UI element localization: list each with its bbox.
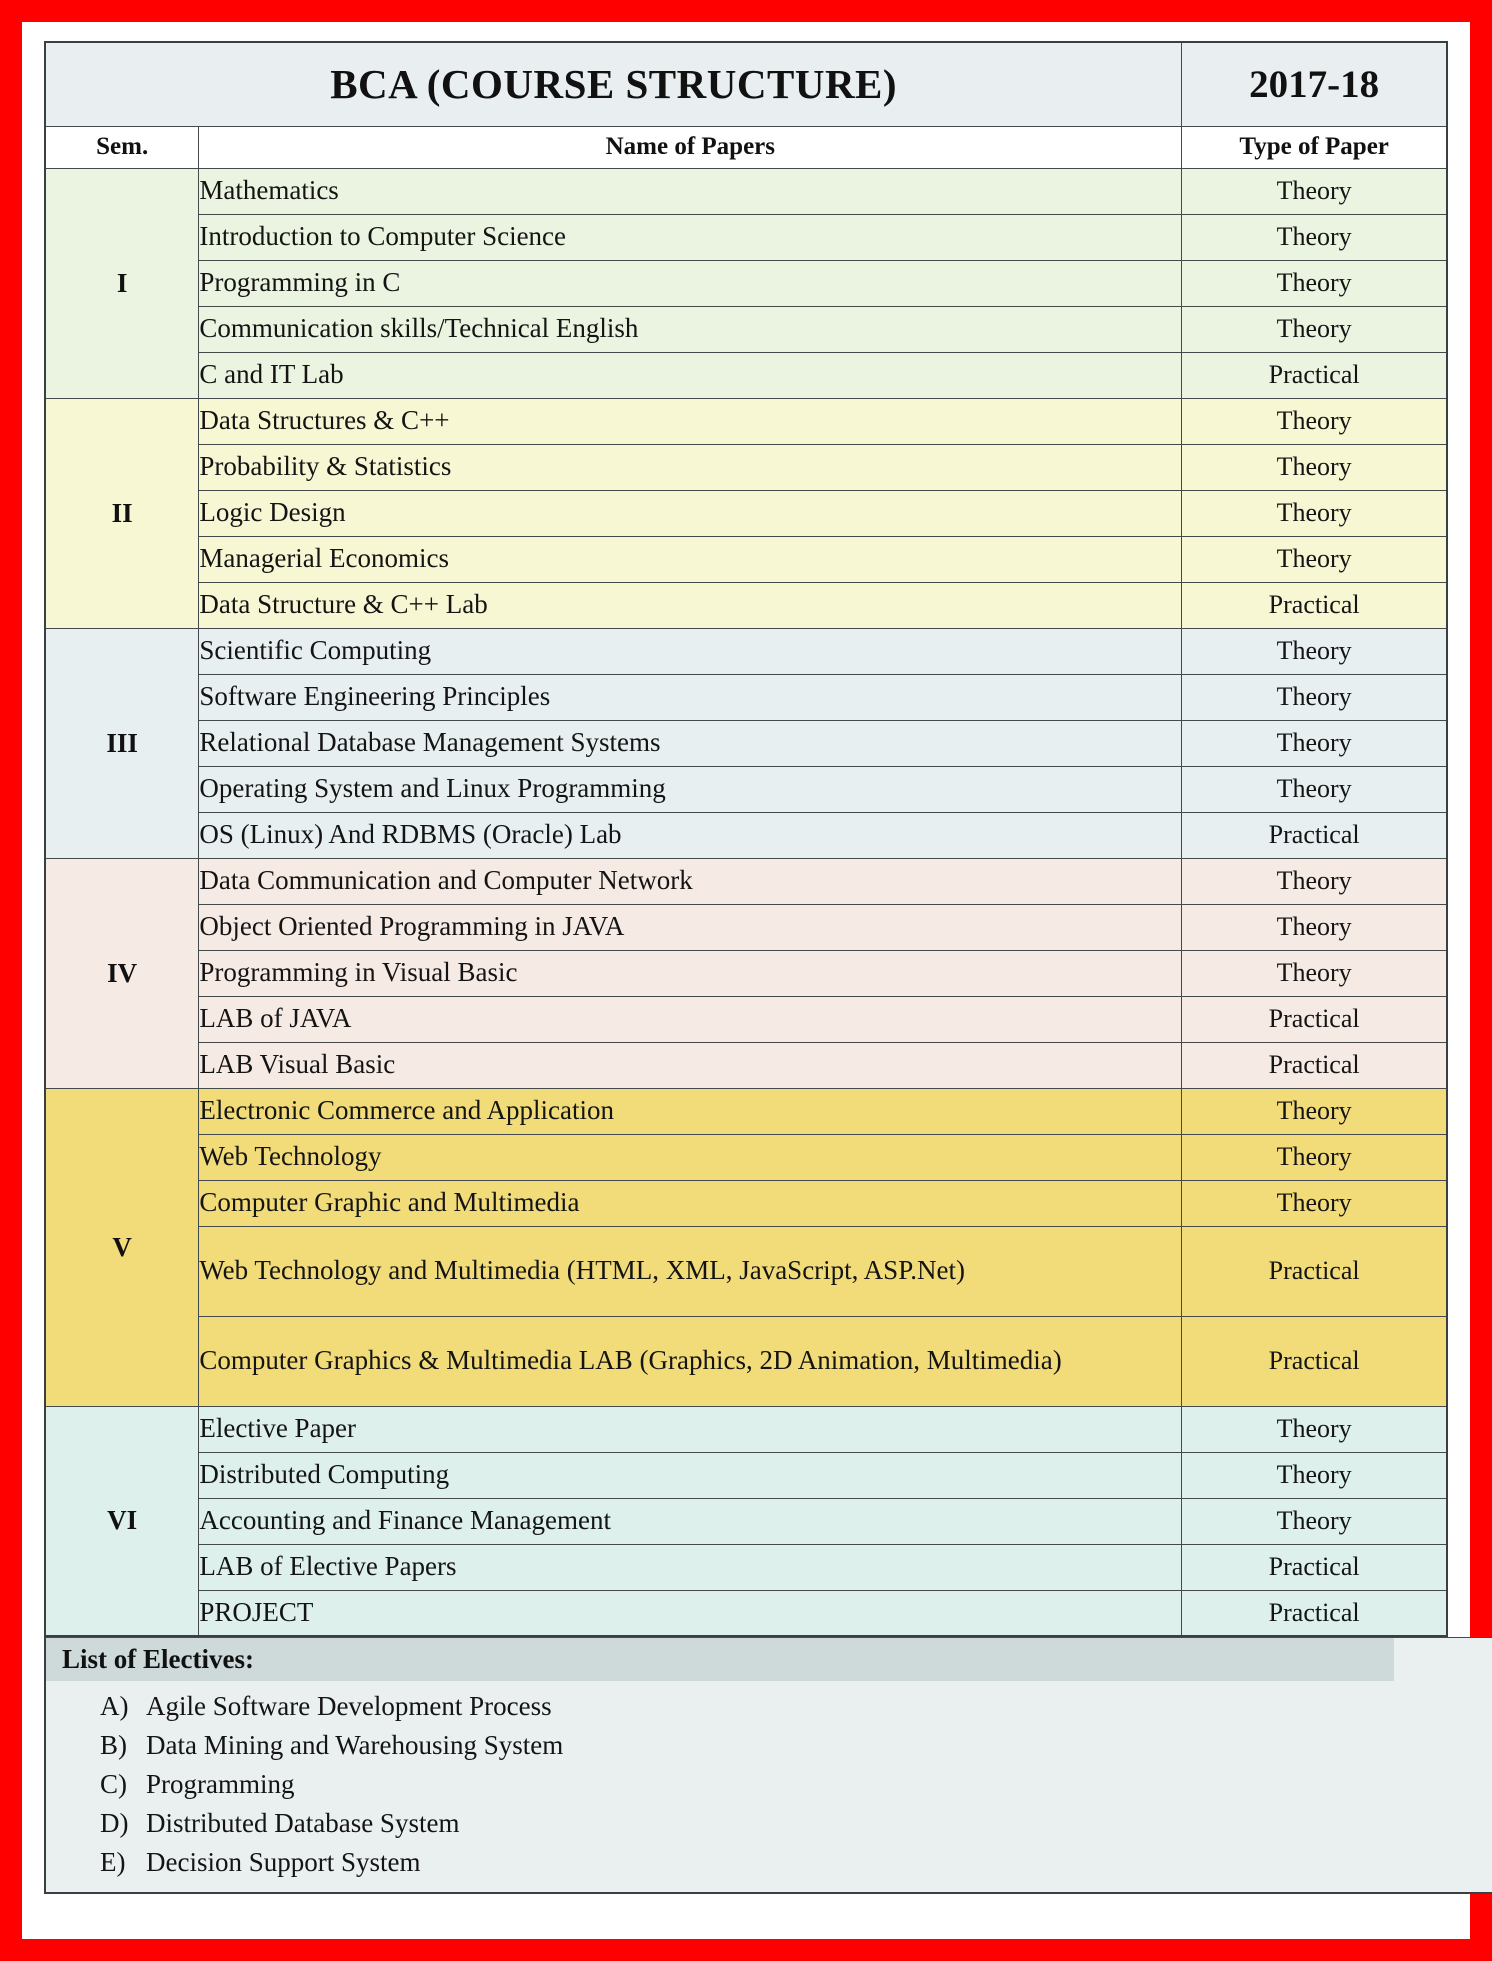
paper-type: Theory bbox=[1182, 536, 1447, 582]
semester-label: V bbox=[45, 1088, 199, 1406]
paper-name: Introduction to Computer Science bbox=[199, 214, 1182, 260]
paper-name: Programming in C bbox=[199, 260, 1182, 306]
elective-item bbox=[46, 1804, 1492, 1843]
table-row bbox=[45, 904, 1447, 950]
table-row bbox=[45, 582, 1447, 628]
paper-name: Data Structures & C++ bbox=[199, 398, 1182, 444]
semester-label: IV bbox=[45, 858, 199, 1088]
table-row bbox=[45, 1088, 1447, 1134]
elective-text: Programming bbox=[146, 1769, 295, 1799]
paper-type: Theory bbox=[1182, 398, 1447, 444]
title-row bbox=[45, 42, 1447, 126]
paper-name: Logic Design bbox=[199, 490, 1182, 536]
elective-text: Distributed Database System bbox=[146, 1808, 460, 1838]
elective-item bbox=[46, 1726, 1492, 1765]
paper-name: Data Communication and Computer Network bbox=[199, 858, 1182, 904]
elective-text: Agile Software Development Process bbox=[146, 1691, 552, 1721]
table-row bbox=[45, 444, 1447, 490]
paper-type: Theory bbox=[1182, 1406, 1447, 1452]
table-row bbox=[45, 720, 1447, 766]
page-title: BCA (COURSE STRUCTURE) bbox=[45, 42, 1182, 126]
elective-letter: A) bbox=[100, 1691, 129, 1721]
semester-label: VI bbox=[45, 1406, 199, 1636]
table-row bbox=[45, 1042, 1447, 1088]
elective-letter: C) bbox=[100, 1769, 127, 1799]
document-paper bbox=[22, 22, 1470, 1939]
table-row bbox=[45, 950, 1447, 996]
paper-type: Practical bbox=[1182, 1042, 1447, 1088]
paper-type: Practical bbox=[1182, 1316, 1447, 1406]
paper-name: LAB of Elective Papers bbox=[199, 1544, 1182, 1590]
paper-type: Theory bbox=[1182, 214, 1447, 260]
paper-type: Practical bbox=[1182, 812, 1447, 858]
course-structure-table bbox=[44, 41, 1448, 1637]
column-header-row bbox=[45, 126, 1447, 168]
paper-type: Theory bbox=[1182, 1134, 1447, 1180]
paper-name: C and IT Lab bbox=[199, 352, 1182, 398]
paper-name: Computer Graphics & Multimedia LAB (Graphics, 2D Animation, Multimedia) bbox=[199, 1316, 1182, 1406]
paper-name: OS (Linux) And RDBMS (Oracle) Lab bbox=[199, 812, 1182, 858]
paper-name: LAB Visual Basic bbox=[199, 1042, 1182, 1088]
paper-type: Theory bbox=[1182, 306, 1447, 352]
elective-text: Decision Support System bbox=[146, 1847, 421, 1877]
table-row bbox=[45, 1498, 1447, 1544]
table-row bbox=[45, 1544, 1447, 1590]
paper-name: Communication skills/Technical English bbox=[199, 306, 1182, 352]
paper-name: PROJECT bbox=[199, 1590, 1182, 1636]
paper-name: Computer Graphic and Multimedia bbox=[199, 1180, 1182, 1226]
table-row bbox=[45, 398, 1447, 444]
table-row bbox=[45, 812, 1447, 858]
paper-type: Theory bbox=[1182, 904, 1447, 950]
paper-type: Practical bbox=[1182, 1226, 1447, 1316]
paper-type: Theory bbox=[1182, 260, 1447, 306]
table-row bbox=[45, 306, 1447, 352]
table-row bbox=[45, 352, 1447, 398]
elective-item bbox=[46, 1765, 1492, 1804]
electives-heading: List of Electives: bbox=[46, 1638, 1394, 1681]
academic-year: 2017-18 bbox=[1182, 42, 1447, 126]
electives-cell bbox=[45, 1638, 1492, 1894]
elective-item bbox=[46, 1687, 1492, 1726]
table-row bbox=[45, 168, 1447, 214]
table-row bbox=[45, 1134, 1447, 1180]
table-row bbox=[45, 1316, 1447, 1406]
table-row bbox=[45, 536, 1447, 582]
electives-row bbox=[45, 1638, 1492, 1894]
paper-type: Theory bbox=[1182, 674, 1447, 720]
paper-type: Theory bbox=[1182, 766, 1447, 812]
semester-label: III bbox=[45, 628, 199, 858]
paper-name: Mathematics bbox=[199, 168, 1182, 214]
paper-type: Theory bbox=[1182, 628, 1447, 674]
semester-label: II bbox=[45, 398, 199, 628]
table-row bbox=[45, 214, 1447, 260]
paper-name: Managerial Economics bbox=[199, 536, 1182, 582]
paper-name: Elective Paper bbox=[199, 1406, 1182, 1452]
paper-name: Accounting and Finance Management bbox=[199, 1498, 1182, 1544]
paper-name: Probability & Statistics bbox=[199, 444, 1182, 490]
electives-table bbox=[44, 1637, 1492, 1894]
paper-name: Programming in Visual Basic bbox=[199, 950, 1182, 996]
table-row bbox=[45, 766, 1447, 812]
paper-type: Theory bbox=[1182, 444, 1447, 490]
elective-letter: B) bbox=[100, 1730, 127, 1760]
paper-type: Theory bbox=[1182, 1452, 1447, 1498]
paper-name: Web Technology and Multimedia (HTML, XML, JavaScript, ASP.Net) bbox=[199, 1226, 1182, 1316]
paper-name: Scientific Computing bbox=[199, 628, 1182, 674]
paper-type: Theory bbox=[1182, 168, 1447, 214]
paper-name: Web Technology bbox=[199, 1134, 1182, 1180]
paper-name: Distributed Computing bbox=[199, 1452, 1182, 1498]
electives-list bbox=[46, 1681, 1492, 1892]
semester-label: I bbox=[45, 168, 199, 398]
column-header-name: Name of Papers bbox=[199, 126, 1182, 168]
paper-type: Theory bbox=[1182, 950, 1447, 996]
table-row bbox=[45, 260, 1447, 306]
paper-name: LAB of JAVA bbox=[199, 996, 1182, 1042]
column-header-sem: Sem. bbox=[45, 126, 199, 168]
elective-item bbox=[46, 1843, 1492, 1882]
elective-letter: D) bbox=[100, 1808, 129, 1838]
paper-type: Practical bbox=[1182, 1590, 1447, 1636]
table-row bbox=[45, 674, 1447, 720]
paper-name: Operating System and Linux Programming bbox=[199, 766, 1182, 812]
paper-name: Data Structure & C++ Lab bbox=[199, 582, 1182, 628]
table-row bbox=[45, 858, 1447, 904]
paper-type: Theory bbox=[1182, 1498, 1447, 1544]
table-row bbox=[45, 1452, 1447, 1498]
table-row bbox=[45, 1180, 1447, 1226]
paper-type: Theory bbox=[1182, 490, 1447, 536]
table-row bbox=[45, 996, 1447, 1042]
paper-name: Electronic Commerce and Application bbox=[199, 1088, 1182, 1134]
paper-name: Relational Database Management Systems bbox=[199, 720, 1182, 766]
paper-type: Theory bbox=[1182, 858, 1447, 904]
table-row bbox=[45, 490, 1447, 536]
paper-type: Practical bbox=[1182, 996, 1447, 1042]
table-row bbox=[45, 1590, 1447, 1636]
elective-letter: E) bbox=[100, 1847, 126, 1877]
column-header-type: Type of Paper bbox=[1182, 126, 1447, 168]
paper-type: Theory bbox=[1182, 1180, 1447, 1226]
table-row bbox=[45, 1406, 1447, 1452]
paper-type: Practical bbox=[1182, 582, 1447, 628]
paper-name: Object Oriented Programming in JAVA bbox=[199, 904, 1182, 950]
paper-name: Software Engineering Principles bbox=[199, 674, 1182, 720]
paper-type: Practical bbox=[1182, 352, 1447, 398]
paper-type: Theory bbox=[1182, 1088, 1447, 1134]
table-row bbox=[45, 1226, 1447, 1316]
table-row bbox=[45, 628, 1447, 674]
elective-text: Data Mining and Warehousing System bbox=[146, 1730, 564, 1760]
paper-type: Practical bbox=[1182, 1544, 1447, 1590]
paper-type: Theory bbox=[1182, 720, 1447, 766]
